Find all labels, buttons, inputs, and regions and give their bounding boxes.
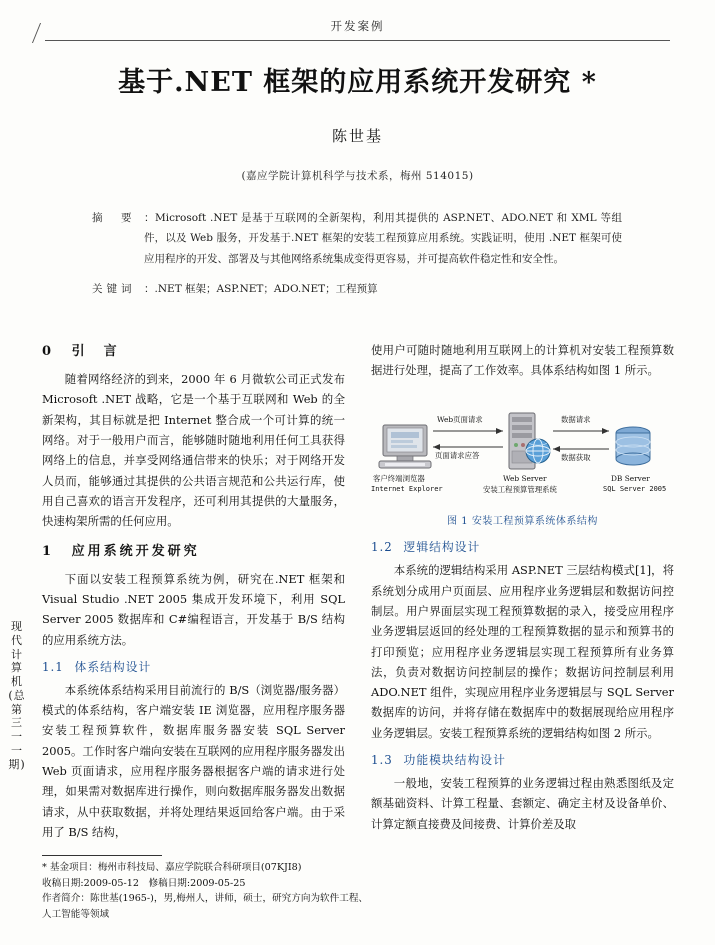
paragraph: 下面以安装工程预算系统为例，研究在.NET 框架和 Visual Studio .NET 2005 集成开发环境下，利用 SQL Server 2005 数据库和 C#编程语言，开发基于 B/S 结构的应用系统方法。	[42, 571, 345, 647]
subsection-number-1-1: 1.1	[42, 659, 64, 674]
abstract-text: ：Microsoft .NET 是基于互联网的全新架构，利用其提供的 ASP.NET、ADO.NET 和 XML 等组件，以及 Web 服务，开发基于.NET 框架的安装工程预算应用系统。实践证明，使用 .NET 框架可使应用程序的开发、部署及与其他网络系统集成变得更容易，并可提高软件稳定性和安全性。	[144, 212, 622, 265]
figure-label-web-server: Web Server	[503, 473, 547, 483]
subsection-heading-1-2	[371, 537, 674, 558]
paragraph: 本系统的逻辑结构采用 ASP.NET 三层结构模式[1]，将系统划分成用户页面层、应用程序业务逻辑层和数据访问控制层。用户界面层实现工程预算数据的录入，接受应用程序业务逻辑层返回的经处理的工程预算数据的显示和预算书的打印预览；应用程序业务逻辑层实现工程预算所有业务算法，负责对数据访问控制层的操作；数据访问控制层利用 ADO.NET 组件，实现应用程序业务逻辑层与 SQL Server 数据库的访问，并将存储在数据库中的数据展现给应用程序业务逻辑层。安装工程预算系统的逻辑结构如图 2 所示。	[371, 563, 674, 740]
figure-label-web-request: Web页面请求	[437, 414, 483, 424]
database-icon	[616, 427, 650, 465]
abstract-label: 摘 要	[92, 212, 136, 224]
subsection-title-1-1: 体系结构设计	[74, 659, 152, 674]
section-heading-0	[42, 340, 345, 363]
subsection-number-1-3: 1.3	[371, 753, 393, 768]
subsection-heading-1-1	[42, 657, 345, 678]
body-columns	[42, 340, 674, 870]
figure-1-caption: 图 1 安装工程预算系统体系结构	[447, 515, 598, 527]
figure-label-web-server-sub: 安装工程预算管理系统	[483, 484, 557, 494]
figure-label-db-version: SQL Server 2005	[603, 484, 667, 493]
figure-label-data-fetch: 数据获取	[561, 452, 591, 462]
footnote-rule	[42, 855, 162, 856]
client-computer-icon	[379, 425, 431, 468]
section-heading-1	[42, 540, 345, 563]
subsection-number-1-2: 1.2	[371, 540, 393, 555]
section-title-1: 应用系统开发研究	[71, 543, 200, 559]
figure-label-page-response: 页面请求应答	[435, 450, 480, 460]
author-affiliation: (嘉应学院计算机科学与技术系，梅州 514015)	[241, 170, 474, 182]
author-name: 陈世基	[331, 127, 383, 145]
keywords-text: ：.NET 框架；ASP.NET；ADO.NET；工程预算	[144, 283, 378, 296]
figure-label-db-server: DB Server	[611, 473, 650, 483]
subsection-heading-1-3	[371, 750, 674, 771]
running-head: 开发案例	[330, 19, 385, 33]
subsection-title-1-2: 逻辑结构设计	[403, 540, 481, 555]
footnote-dates: 收稿日期:2009-05-12 修稿日期:2009-05-25	[42, 877, 246, 889]
subsection-title-1-3: 功能模块结构设计	[403, 753, 506, 768]
abstract-block	[92, 208, 622, 300]
figure-1	[371, 387, 674, 531]
footnote-bio: 作者简介：陈世基(1965-)，男,梅州人，讲师，硕士，研究方向为软件工程、人工智能等领域	[42, 893, 369, 921]
keywords-label: 关键词	[92, 283, 136, 296]
paragraph: 使用户可随时随地利用互联网上的计算机对安装工程预算数据进行处理，提高了工作效率。具体系结构如图 1 所示。	[371, 343, 674, 378]
paragraph: 本系统体系结构采用目前流行的 B/S（浏览器/服务器）模式的体系结构，客户端安装 IE 浏览器，应用程序服务器安装工程预算软件，数据库服务器安装 SQL Server 2005。工作时客户端向安装在互联网的应用程序服务器发出 Web 页面请求，应用程序服务器根据客户端的请求进行处理，如果需对数据库进行操作，则向数据库服务器发出数据请求，从中获取数据，并将处理结果返回给客户端。由于采用了 B/S 结构，	[42, 682, 345, 839]
section-number-0: 0	[42, 344, 55, 359]
web-server-icon	[509, 413, 550, 469]
figure-label-client-en: Internet Explorer	[371, 484, 443, 493]
figure-1-canvas	[371, 387, 674, 509]
figure-label-client-cn: 客户终端浏览器	[373, 473, 425, 483]
section-title-0: 引 言	[71, 344, 120, 359]
figure-label-data-request: 数据请求	[561, 414, 591, 424]
left-column	[42, 340, 345, 870]
section-number-1: 1	[42, 543, 55, 559]
footnote-fund: * 基金项目：梅州市科技局、嘉应学院联合科研项目(07KJI8)	[42, 861, 302, 873]
paragraph: 一般地，安装工程预算的业务逻辑过程由熟悉图纸及定额基础资料、计算工程量、套额定、确定主材及设备单价、计算定额直接费及间接费、计算价差及取	[371, 776, 674, 831]
abstract-row	[92, 208, 622, 269]
page-title: 基于.NET 框架的应用系统开发研究 *	[118, 67, 597, 98]
journal-side-text: 现代计算机 (总第三一一期)	[8, 620, 26, 771]
paragraph: 随着网络经济的到来，2000 年 6 月微软公司正式发布 Microsoft .NET 战略，它是一个基于互联网和 Web 的全新架构，其目标就是把 Internet 整合成一个可计算的统一网络。对于一般用户而言，能够随时随地利用任何工具获得网络上的信息，并享受网络通信带来的快乐；对于网络开发人员而，能够通过其提供的公共语言规范和公共运行库，使用自己喜欢的语言开发程序，还可利用其提供的大量服务，快速构架所需的任何应用。	[42, 372, 345, 529]
right-column	[371, 340, 674, 870]
keywords-row	[92, 279, 622, 299]
footnote-block	[42, 855, 372, 923]
running-head-rule	[45, 40, 670, 41]
